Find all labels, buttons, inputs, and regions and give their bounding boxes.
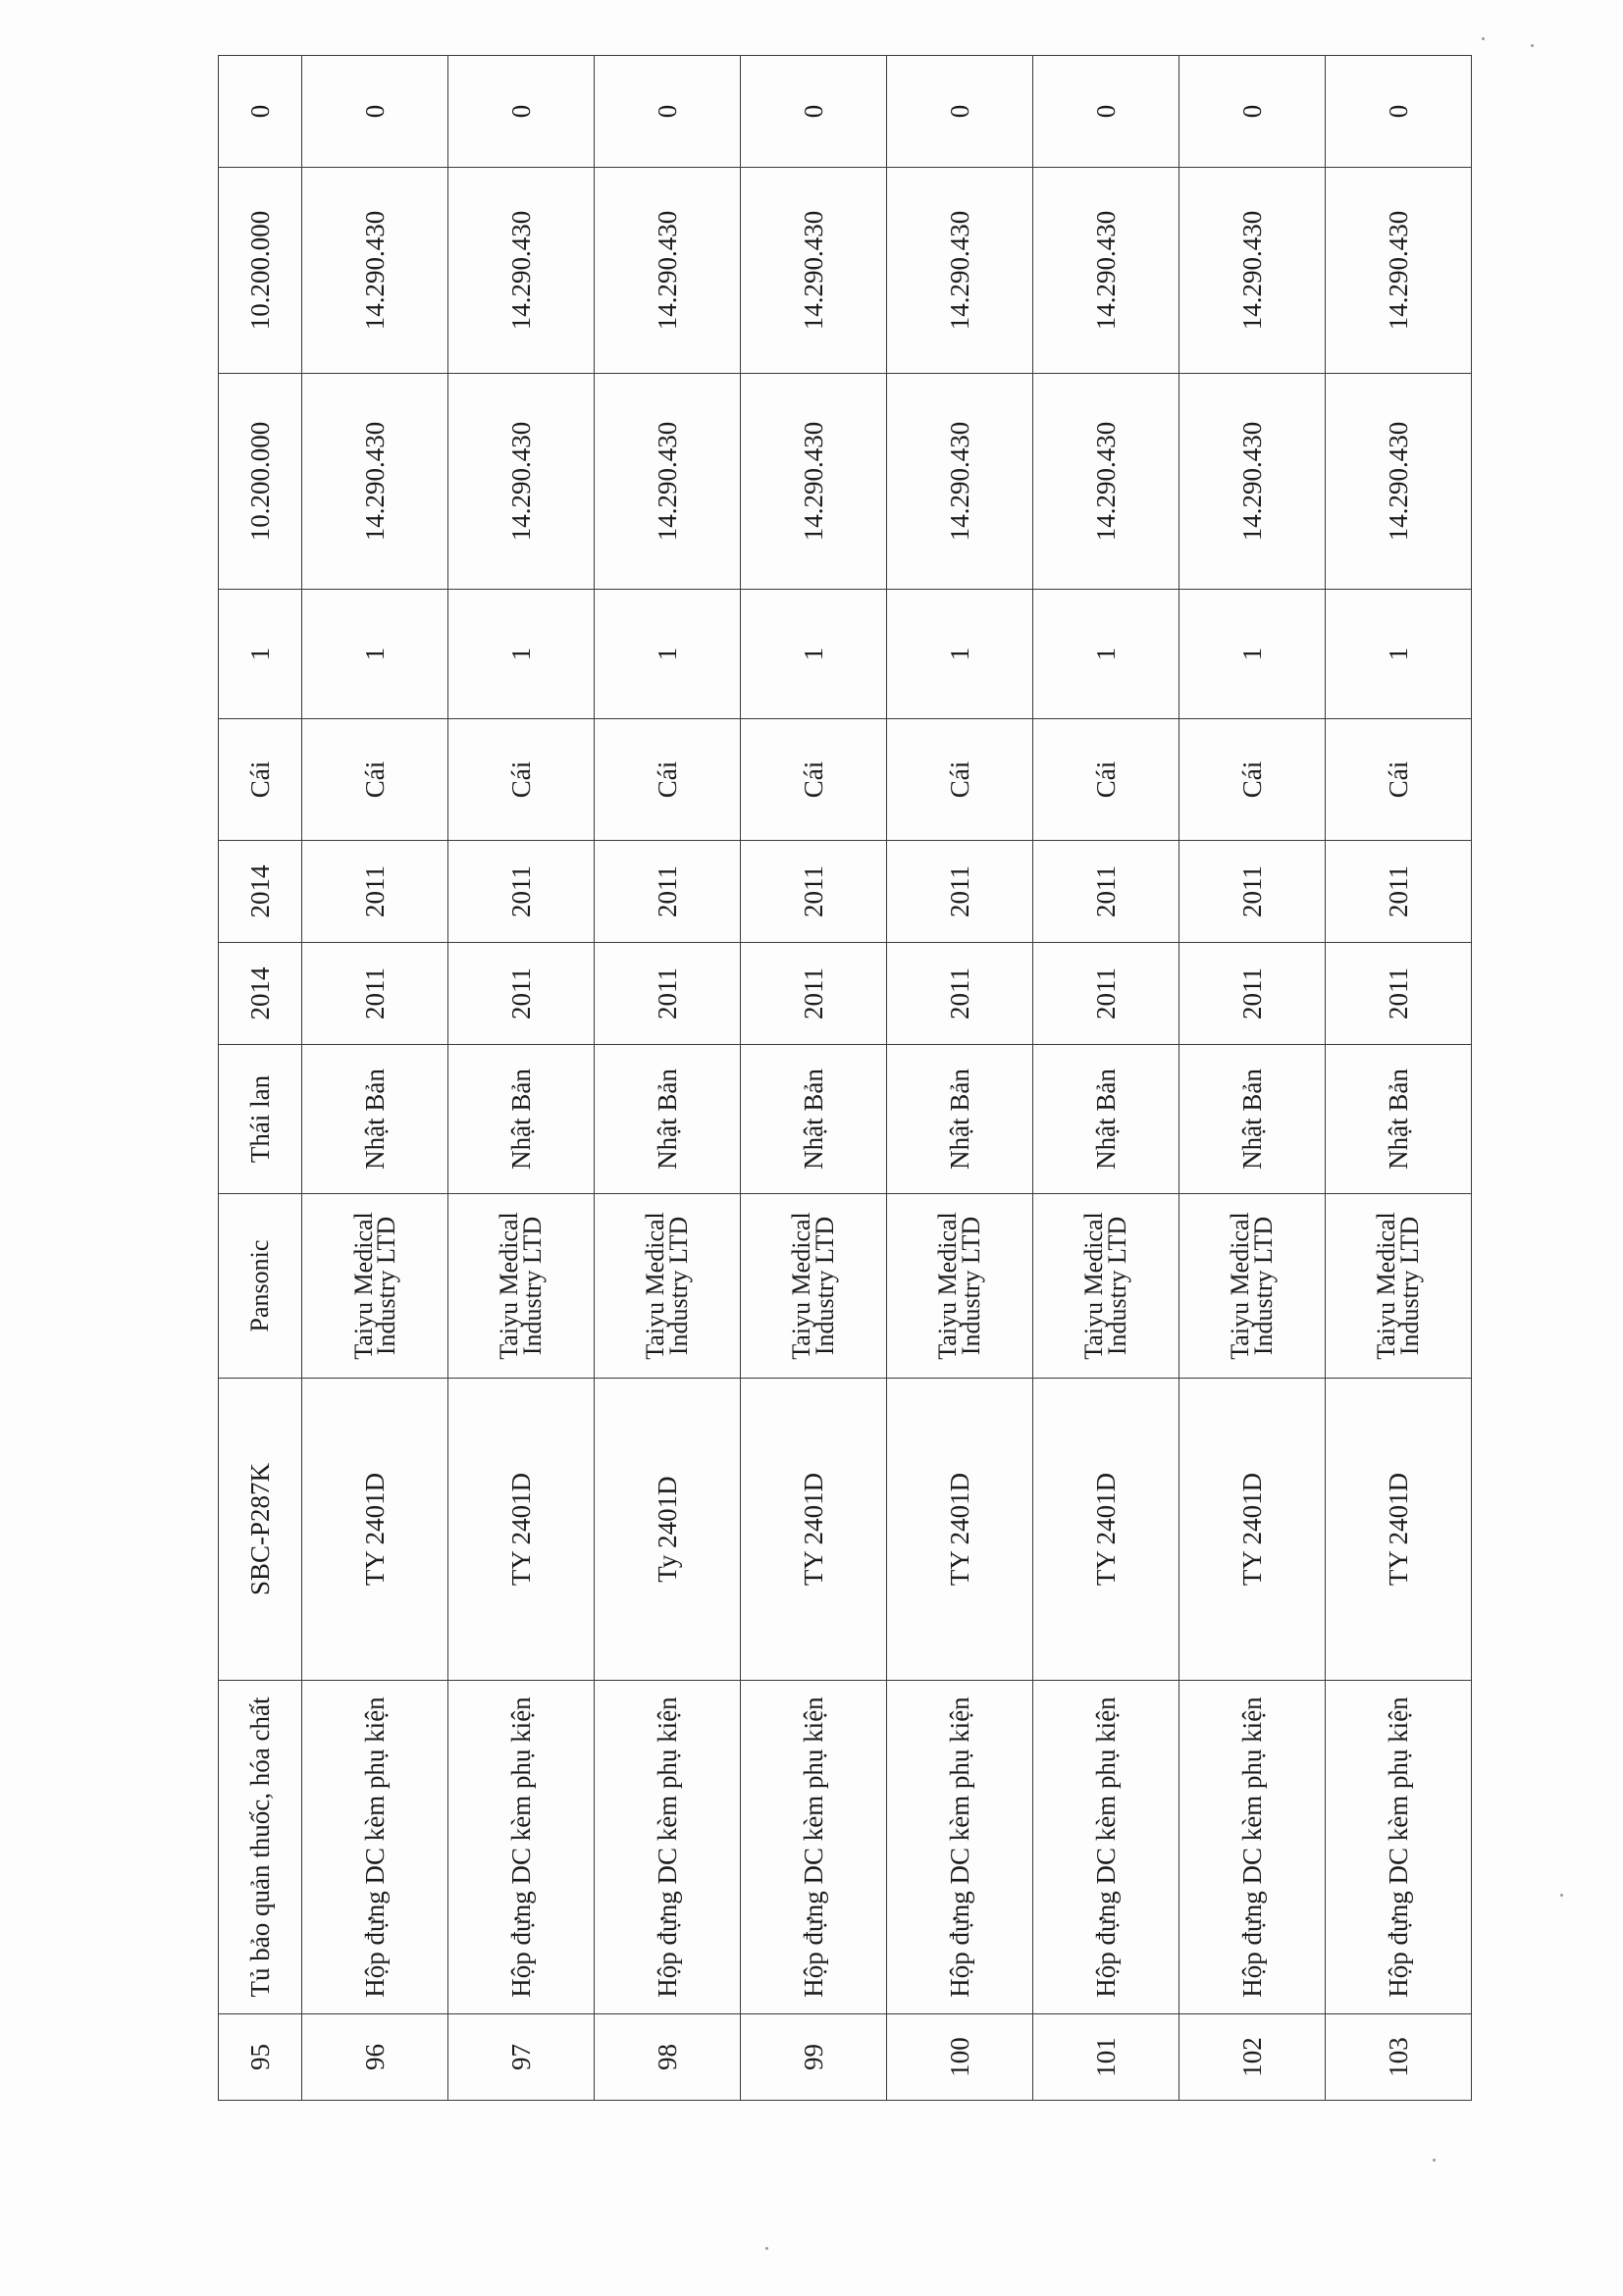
table-row — [448, 56, 595, 2101]
cell-unit-price: 14.290.430 — [448, 374, 595, 590]
cell-unit: Cái — [595, 719, 741, 841]
cell-name: Hộp đựng DC kèm phụ kiện — [1179, 1681, 1326, 2014]
rotated-table-wrapper — [218, 56, 1472, 2101]
cell-qty: 1 — [1326, 590, 1472, 719]
cell-note: 0 — [741, 56, 887, 168]
cell-unit-price: 14.290.430 — [1326, 374, 1472, 590]
cell-manufacturer: Pansonic — [219, 1194, 302, 1379]
cell-note: 0 — [1326, 56, 1472, 168]
cell-year-used: 2014 — [219, 841, 302, 943]
cell-model: TY 2401D — [741, 1379, 887, 1681]
cell-unit: Cái — [448, 719, 595, 841]
cell-year-used: 2011 — [302, 841, 448, 943]
table-row — [1179, 56, 1326, 2101]
cell-total: 14.290.430 — [1179, 168, 1326, 374]
cell-note: 0 — [448, 56, 595, 168]
cell-name: Hộp đựng DC kèm phụ kiện — [1033, 1681, 1179, 2014]
cell-model: TY 2401D — [448, 1379, 595, 1681]
cell-stt: 96 — [302, 2014, 448, 2101]
cell-qty: 1 — [219, 590, 302, 719]
cell-note: 0 — [887, 56, 1033, 168]
cell-manufacturer: Taiyu Medical Industry LTD — [887, 1194, 1033, 1379]
cell-name: Hộp đựng DC kèm phụ kiện — [1326, 1681, 1472, 2014]
table-row — [595, 56, 741, 2101]
scan-speck — [1482, 37, 1485, 40]
cell-note: 0 — [1179, 56, 1326, 168]
cell-year-made: 2011 — [741, 943, 887, 1045]
cell-year-used: 2011 — [1033, 841, 1179, 943]
cell-unit: Cái — [219, 719, 302, 841]
cell-year-used: 2011 — [741, 841, 887, 943]
table-row — [302, 56, 448, 2101]
cell-unit-price: 14.290.430 — [302, 374, 448, 590]
cell-unit-price: 14.290.430 — [1179, 374, 1326, 590]
cell-note: 0 — [1033, 56, 1179, 168]
cell-year-used: 2011 — [1326, 841, 1472, 943]
cell-manufacturer: Taiyu Medical Industry LTD — [1033, 1194, 1179, 1379]
cell-origin: Nhật Bản — [1179, 1045, 1326, 1194]
cell-qty: 1 — [448, 590, 595, 719]
cell-model: TY 2401D — [1033, 1379, 1179, 1681]
scan-speck — [1433, 2159, 1436, 2162]
cell-unit-price: 14.290.430 — [887, 374, 1033, 590]
cell-stt: 97 — [448, 2014, 595, 2101]
cell-name: Hộp đựng DC kèm phụ kiện — [595, 1681, 741, 2014]
cell-unit-price: 14.290.430 — [1033, 374, 1179, 590]
cell-manufacturer: Taiyu Medical Industry LTD — [1179, 1194, 1326, 1379]
cell-manufacturer: Taiyu Medical Industry LTD — [595, 1194, 741, 1379]
cell-model: TY 2401D — [302, 1379, 448, 1681]
cell-year-made: 2011 — [595, 943, 741, 1045]
scan-speck — [1560, 1894, 1563, 1897]
cell-name: Hộp đựng DC kèm phụ kiện — [887, 1681, 1033, 2014]
cell-year-used: 2011 — [1179, 841, 1326, 943]
cell-year-made: 2014 — [219, 943, 302, 1045]
cell-name: Hộp đựng DC kèm phụ kiện — [302, 1681, 448, 2014]
cell-year-used: 2011 — [448, 841, 595, 943]
cell-total: 14.290.430 — [595, 168, 741, 374]
cell-origin: Nhật Bản — [595, 1045, 741, 1194]
cell-stt: 101 — [1033, 2014, 1179, 2101]
cell-name: Hộp đựng DC kèm phụ kiện — [448, 1681, 595, 2014]
cell-unit: Cái — [1179, 719, 1326, 841]
cell-qty: 1 — [887, 590, 1033, 719]
cell-model: SBC-P287K — [219, 1379, 302, 1681]
table-row — [1033, 56, 1179, 2101]
cell-origin: Nhật Bản — [887, 1045, 1033, 1194]
cell-unit-price: 14.290.430 — [595, 374, 741, 590]
cell-qty: 1 — [595, 590, 741, 719]
cell-total: 14.290.430 — [302, 168, 448, 374]
cell-year-used: 2011 — [887, 841, 1033, 943]
cell-total: 14.290.430 — [448, 168, 595, 374]
cell-unit-price: 10.200.000 — [219, 374, 302, 590]
scan-speck — [1531, 44, 1534, 47]
cell-qty: 1 — [1033, 590, 1179, 719]
cell-year-made: 2011 — [1326, 943, 1472, 1045]
table-row — [741, 56, 887, 2101]
cell-qty: 1 — [302, 590, 448, 719]
cell-stt: 99 — [741, 2014, 887, 2101]
cell-unit: Cái — [741, 719, 887, 841]
cell-total: 14.290.430 — [1033, 168, 1179, 374]
cell-stt: 102 — [1179, 2014, 1326, 2101]
table-row — [1326, 56, 1472, 2101]
cell-year-made: 2011 — [887, 943, 1033, 1045]
cell-year-made: 2011 — [448, 943, 595, 1045]
cell-note: 0 — [595, 56, 741, 168]
cell-year-made: 2011 — [1179, 943, 1326, 1045]
cell-unit: Cái — [887, 719, 1033, 841]
cell-manufacturer: Taiyu Medical Industry LTD — [741, 1194, 887, 1379]
cell-total: 10.200.000 — [219, 168, 302, 374]
table-row — [219, 56, 302, 2101]
cell-model: TY 2401D — [1326, 1379, 1472, 1681]
cell-stt: 95 — [219, 2014, 302, 2101]
cell-origin: Nhật Bản — [302, 1045, 448, 1194]
cell-total: 14.290.430 — [887, 168, 1033, 374]
cell-name: Hộp đựng DC kèm phụ kiện — [741, 1681, 887, 2014]
cell-year-made: 2011 — [302, 943, 448, 1045]
cell-origin: Thái lan — [219, 1045, 302, 1194]
cell-name: Tủ bảo quản thuốc, hóa chất — [219, 1681, 302, 2014]
cell-note: 0 — [219, 56, 302, 168]
cell-manufacturer: Taiyu Medical Industry LTD — [1326, 1194, 1472, 1379]
equipment-table — [218, 55, 1472, 2101]
cell-total: 14.290.430 — [741, 168, 887, 374]
cell-stt: 103 — [1326, 2014, 1472, 2101]
cell-unit: Cái — [302, 719, 448, 841]
cell-unit: Cái — [1033, 719, 1179, 841]
cell-year-used: 2011 — [595, 841, 741, 943]
cell-note: 0 — [302, 56, 448, 168]
table-row — [887, 56, 1033, 2101]
cell-unit-price: 14.290.430 — [741, 374, 887, 590]
scan-speck — [765, 2247, 768, 2250]
cell-stt: 98 — [595, 2014, 741, 2101]
cell-manufacturer: Taiyu Medical Industry LTD — [448, 1194, 595, 1379]
cell-origin: Nhật Bản — [1033, 1045, 1179, 1194]
cell-model: TY 2401D — [887, 1379, 1033, 1681]
cell-qty: 1 — [741, 590, 887, 719]
cell-qty: 1 — [1179, 590, 1326, 719]
cell-year-made: 2011 — [1033, 943, 1179, 1045]
cell-origin: Nhật Bản — [448, 1045, 595, 1194]
cell-total: 14.290.430 — [1326, 168, 1472, 374]
cell-origin: Nhật Bản — [741, 1045, 887, 1194]
cell-manufacturer: Taiyu Medical Industry LTD — [302, 1194, 448, 1379]
cell-model: TY 2401D — [1179, 1379, 1326, 1681]
cell-unit: Cái — [1326, 719, 1472, 841]
cell-model: Ty 2401D — [595, 1379, 741, 1681]
cell-origin: Nhật Bản — [1326, 1045, 1472, 1194]
cell-stt: 100 — [887, 2014, 1033, 2101]
